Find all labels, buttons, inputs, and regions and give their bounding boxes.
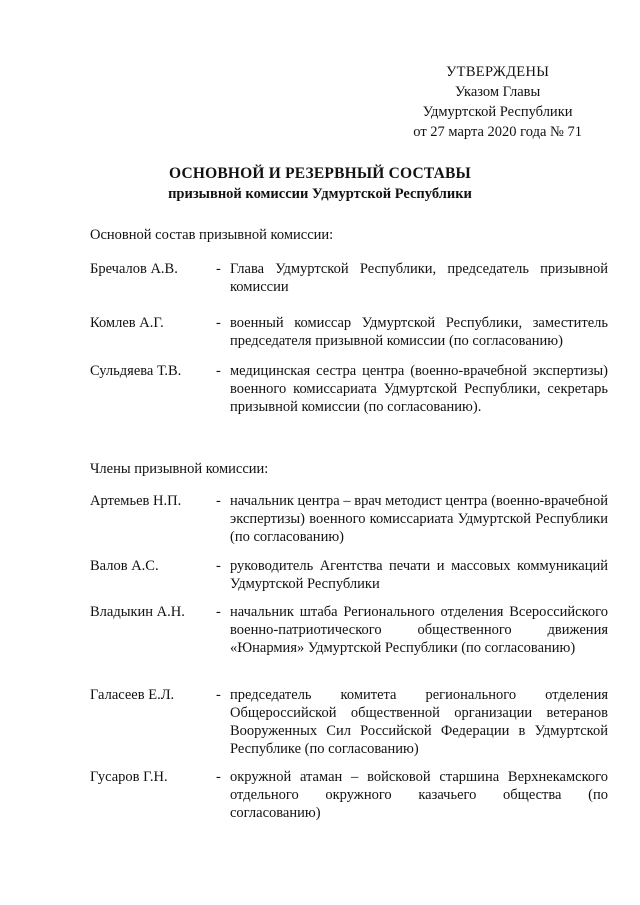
members-heading: Члены призывной комиссии: [90,461,269,477]
member-dash: - [216,687,221,703]
member-name: Валов А.С. [90,558,159,574]
document-title-main: ОСНОВНОЙ И РЕЗЕРВНЫЙ СОСТАВЫ [169,165,471,182]
member-name: Артемьев Н.П. [90,493,182,509]
approval-republic: Удмуртской Республики [422,104,573,120]
member-dash: - [216,769,221,785]
member-position: начальник центра – врач методист центра (военно-врачебной экспертизы) военного комиссариата Удмуртской Республики (по согласованию) [230,493,608,545]
member-dash: - [216,261,221,277]
member-position: руководитель Агентства печати и массовых коммуникаций Удмуртской Республики [230,558,608,592]
member-position: начальник штаба Регионального отделения Всероссийского военно-патриотического общественного движения «Юнармия» Удмуртской Республики (по согласованию) [230,604,608,656]
member-dash: - [216,558,221,574]
member-name: Галасеев Е.Л. [90,687,175,703]
member-position: медицинская сестра центра (военно-врачебной экспертизы) военного комиссариата Удмуртской Республики, секретарь призывной комиссии (по согласованию). [230,363,608,415]
member-dash: - [216,604,221,620]
member-dash: - [216,493,221,509]
member-dash: - [216,315,221,331]
approval-heading: УТВЕРЖДЕНЫ [446,64,550,80]
member-name: Бречалов А.В. [90,261,178,277]
approval-stamp [413,62,582,142]
document-title-sub: призывной комиссии Удмуртской Республики [168,186,472,202]
member-position: председатель комитета регионального отделения Общероссийской общественной организации ветеранов Вооруженных Сил Российской Федерации в Удмуртской Республике (по согласованию) [230,687,608,757]
main-composition-heading: Основной состав призывной комиссии: [90,227,334,243]
member-name: Комлев А.Г. [90,315,164,331]
document-title [0,164,640,204]
approval-date: от 27 марта 2020 года № 71 [413,124,582,140]
member-name: Гусаров Г.Н. [90,769,168,785]
approval-decree: Указом Главы [455,84,541,100]
member-dash: - [216,363,221,379]
member-position: военный комиссар Удмуртской Республики, заместитель председателя призывной комиссии (по согласованию) [230,315,608,349]
member-name: Владыкин А.Н. [90,604,185,620]
member-position: Глава Удмуртской Республики, председатель призывной комиссии [230,261,608,295]
member-name: Сульдяева Т.В. [90,363,182,379]
member-position: окружной атаман – войсковой старшина Верхнекамского отдельного окружного казачьего общества (по согласованию) [230,769,608,821]
